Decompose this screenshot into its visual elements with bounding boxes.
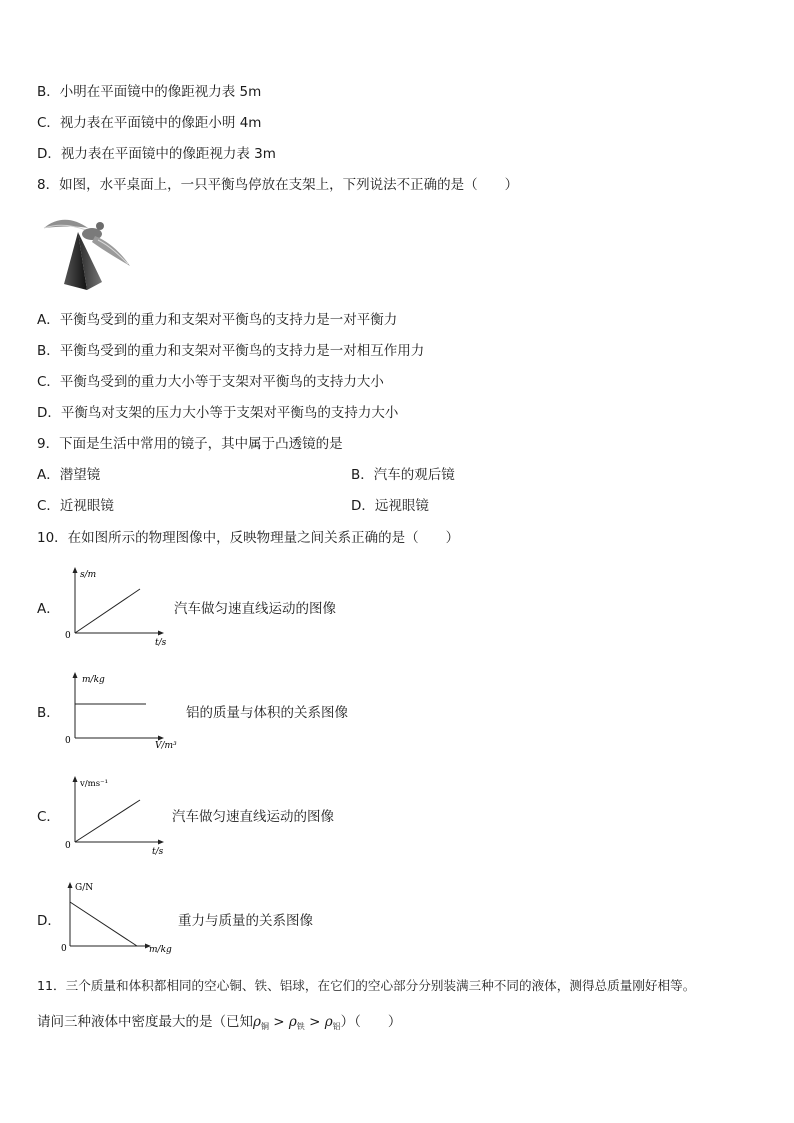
rho-iron-symbol: ρ (288, 1014, 297, 1030)
q9-stem: 9．下面是生活中常用的镜子，其中属于凸透镜的是 (37, 436, 343, 452)
q10-a-ylabel: s/m (80, 570, 97, 580)
rho-copper-symbol: ρ (253, 1014, 261, 1030)
gt-sign-2: > (304, 1014, 325, 1030)
q10-option-b-label: B． (37, 705, 60, 721)
q8-stem: 8．如图，水平桌面上，一只平衡鸟停放在支架上，下列说法不正确的是（ ） (37, 177, 519, 193)
q11-stem: 11．三个质量和体积都相同的空心铜、铁、铝球，在它们的空心部分分别装满三种不同的液体，测得总质量刚好相等。 (37, 978, 696, 993)
q10-c-ylabel: v/ms⁻¹ (80, 779, 108, 789)
q10-b-xlabel: V/m³ (155, 741, 177, 751)
q9-option-d: D．远视眼镜 (351, 498, 429, 514)
q10-option-c-label: C． (37, 809, 60, 825)
q7-option-b: B．小明在平面镜中的像距视力表 5m (37, 84, 262, 100)
q11-line2-after: ）（ ） (340, 1014, 402, 1030)
q10-b-ylabel: m/kg (82, 675, 105, 685)
q10-d-xlabel: m/kg (149, 945, 172, 955)
q10-a-xlabel: t/s (155, 638, 167, 648)
q10-graph-c (60, 772, 170, 860)
rho-copper-subscript: 铜 (260, 1022, 269, 1031)
q9-option-a: A．潜望镜 (37, 467, 101, 483)
q10-d-ylabel: G/N (75, 883, 94, 893)
q8-option-d: D．平衡鸟对支架的压力大小等于支架对平衡鸟的支持力大小 (37, 405, 399, 421)
q10-c-origin: 0 (65, 841, 71, 851)
balance-bird-figure (40, 212, 135, 292)
q9-option-c: C．近视眼镜 (37, 498, 114, 514)
q10-c-xlabel: t/s (152, 847, 164, 857)
q10-option-b-desc: 铝的质量与体积的关系图像 (186, 705, 348, 721)
q10-option-a-desc: 汽车做匀速直线运动的图像 (174, 601, 336, 617)
q10-option-d-label: D． (37, 913, 61, 929)
q10-b-origin: 0 (65, 736, 71, 746)
q9-row-2 (37, 497, 429, 515)
q8-option-b: B．平衡鸟受到的重力和支架对平衡鸟的支持力是一对相互作用力 (37, 343, 425, 359)
q10-stem: 10．在如图所示的物理图像中，反映物理量之间关系正确的是（ ） (37, 530, 460, 546)
q10-d-origin: 0 (61, 944, 67, 954)
q8-option-a: A．平衡鸟受到的重力和支架对平衡鸟的支持力是一对平衡力 (37, 312, 398, 328)
q10-option-d-desc: 重力与质量的关系图像 (178, 913, 313, 929)
q7-option-c: C．视力表在平面镜中的像距小明 4m (37, 115, 262, 131)
q9-row-1 (37, 466, 455, 484)
rho-aluminum-symbol: ρ (324, 1014, 333, 1030)
q10-graph-a (60, 563, 170, 651)
q9-option-b: B．汽车的观后镜 (351, 467, 455, 483)
q10-graph-d (55, 876, 180, 964)
rho-iron-subscript: 铁 (296, 1022, 305, 1031)
gt-sign-1: > (268, 1014, 289, 1030)
q11-line2-before: 请问三种液体中密度最大的是（已知 (37, 1014, 253, 1030)
q11-line2 (37, 1013, 401, 1036)
q10-option-a-label: A． (37, 601, 60, 617)
q10-option-c-desc: 汽车做匀速直线运动的图像 (172, 809, 334, 825)
q7-option-d: D．视力表在平面镜中的像距视力表 3m (37, 146, 276, 162)
q10-graph-b (60, 668, 185, 754)
rho-aluminum-subscript: 铝 (332, 1022, 341, 1031)
q8-option-c: C．平衡鸟受到的重力大小等于支架对平衡鸟的支持力大小 (37, 374, 384, 390)
q10-a-origin: 0 (65, 631, 71, 641)
